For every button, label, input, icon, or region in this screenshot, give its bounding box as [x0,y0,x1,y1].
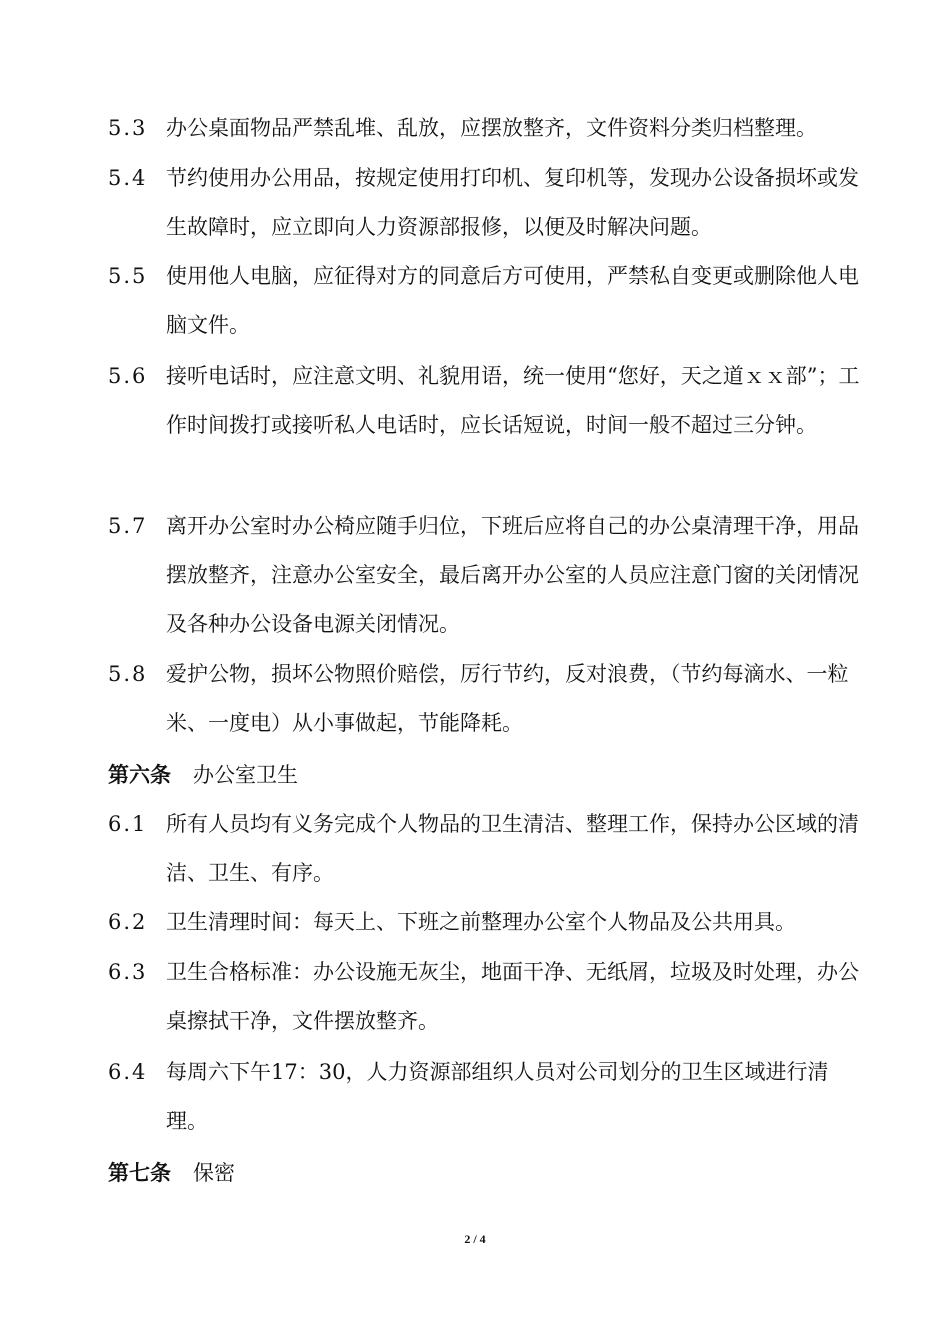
clause-number: 5.3 [108,116,148,140]
clause-5-8 [108,650,868,748]
clause-text: 卫生清理时间：每天上、下班之前整理办公室个人物品及公共用具。 [166,910,796,934]
section-number: 第六条 [108,762,171,787]
clause-number: 6.2 [108,910,148,934]
clause-5-4 [108,154,868,252]
clause-number: 6.4 [108,1060,148,1084]
section-heading-7 [108,1148,235,1198]
clause-number: 6.1 [108,812,148,836]
clause-5-7 [108,502,868,649]
clause-6-1 [108,800,868,898]
clause-text: 使用他人电脑，应征得对方的同意后方可使用，严禁私自变更或删除他人电脑文件。 [166,264,859,337]
clause-5-5 [108,252,868,350]
section-title: 办公室卫生 [193,763,298,787]
clause-5-6 [108,352,868,450]
clause-text: 爱护公物，损坏公物照价赔偿，厉行节约，反对浪费，（节约每滴水、一粒米、一度电）从小事做起，节能降耗。 [166,662,849,735]
clause-number: 5.6 [108,364,148,388]
clause-text: 卫生合格标准：办公设施无灰尘，地面干净、无纸屑，垃圾及时处理，办公桌擦拭干净，文件摆放整齐。 [166,960,859,1033]
clause-text: 节约使用办公用品，按规定使用打印机、复印机等，发现办公设备损坏或发生故障时，应立即向人力资源部报修，以便及时解决问题。 [166,166,859,239]
section-heading-6 [108,750,298,800]
clause-number: 6.3 [108,960,148,984]
clause-text: 所有人员均有义务完成个人物品的卫生清洁、整理工作，保持办公区域的清洁、卫生、有序。 [166,812,859,885]
section-title: 保密 [193,1161,235,1185]
clause-text: 办公桌面物品严禁乱堆、乱放，应摆放整齐，文件资料分类归档整理。 [166,116,817,140]
clause-number: 5.4 [108,166,148,190]
clause-6-2 [108,898,868,947]
clause-text: 接听电话时，应注意文明、礼貌用语，统一使用“您好，天之道ｘｘ部”；工作时间拨打或接听私人电话时，应长话短说，时间一般不超过三分钟。 [166,364,860,437]
clause-number: 5.8 [108,662,148,686]
section-number: 第七条 [108,1160,171,1185]
page-number: 2 / 4 [464,1232,486,1246]
clause-number: 5.7 [108,514,148,538]
clause-text: 离开办公室时办公椅应随手归位，下班后应将自己的办公桌清理干净，用品摆放整齐，注意办公室安全，最后离开办公室的人员应注意门窗的关闭情况及各种办公设备电源关闭情况。 [166,514,859,636]
clause-text: 每周六下午17：30，人力资源部组织人员对公司划分的卫生区域进行清理。 [166,1060,829,1133]
clause-number: 5.5 [108,264,148,288]
clause-5-3 [108,104,868,153]
clause-6-4 [108,1048,868,1146]
clause-6-3 [108,948,868,1046]
